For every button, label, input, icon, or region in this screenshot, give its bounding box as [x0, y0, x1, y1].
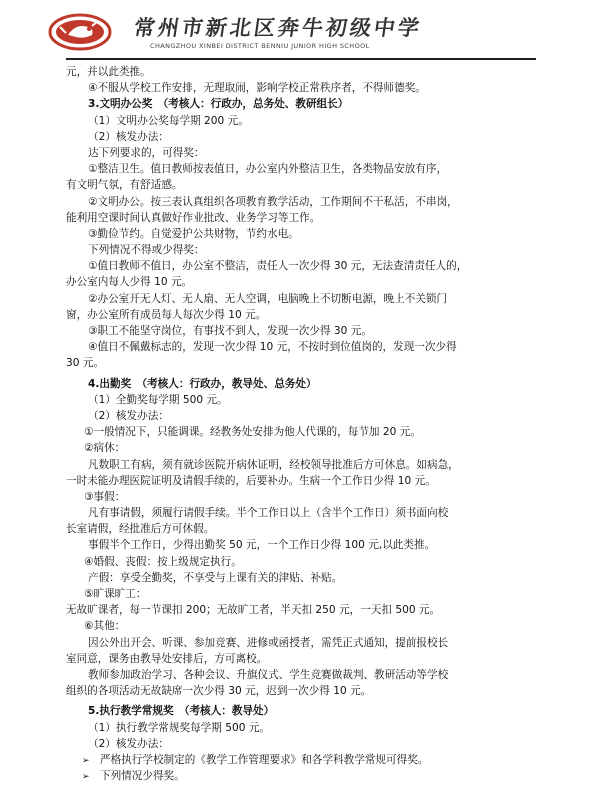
line-text: ④不服从学校工作安排，无理取闹，影响学校正常秩序者，不得师德奖。 — [88, 82, 426, 95]
line-text: 4.出勤奖 （考核人：行政办，教导处、总务处） — [88, 377, 317, 390]
line-text: 凡数职工有病，须有就诊医院开病休证明，经校领导批准后方可休息。如病急， — [88, 458, 459, 471]
bullet-item — [66, 752, 538, 768]
line-text: ③职工不能坚守岗位，有事找不到人，发现一次少得 30 元。 — [88, 325, 372, 337]
paragraph-line — [66, 307, 538, 323]
line-text: 达下列要求的，可得奖： — [88, 146, 205, 159]
paragraph-line — [66, 554, 538, 570]
paragraph-line — [66, 145, 538, 161]
line-text: 凡有事请假，须履行请假手续。半个工作日以上（含半个工作日）须书面向校 — [88, 507, 449, 520]
paragraph-line — [66, 667, 538, 683]
paragraph-line — [66, 683, 538, 699]
line-text: 5.执行教学常规奖 （考核人：教导处） — [88, 705, 275, 718]
line-text: （1）执行教学常规奖每学期 500 元。 — [88, 721, 271, 734]
paragraph-line — [66, 720, 538, 736]
paragraph-line — [66, 129, 538, 145]
section-heading — [66, 703, 538, 719]
paragraph-line — [66, 242, 538, 258]
page-header — [0, 0, 602, 62]
line-text: 室同意，课务由教导处安排后，方可离校。 — [66, 652, 268, 665]
arrow-bullet-icon: ➢ — [82, 755, 90, 766]
line-text: （1）文明办公奖每学期 200 元。 — [88, 114, 249, 127]
line-text: 下列情况少得奖。 — [100, 770, 185, 783]
document-body — [66, 64, 538, 784]
paragraph-line — [66, 618, 538, 634]
line-text: 能利用空课时间认真做好作业批改、业务学习等工作。 — [66, 211, 321, 224]
header-divider — [66, 58, 536, 60]
paragraph-line — [66, 489, 538, 505]
line-text: （2）核发办法： — [88, 737, 169, 750]
paragraph-line — [66, 194, 538, 210]
line-text: 长室请假，经批准后方可休假。 — [66, 523, 215, 536]
line-text: 事假半个工作日，少得出勤奖 50 元，一个工作日少得 100 元,以此类推。 — [88, 539, 436, 552]
line-text: ③勤俭节约。自觉爱护公共财物，节约水电。 — [88, 227, 299, 240]
line-text: ④值日不佩戴标志的，发现一次少得 10 元，不按时到位值岗的，发现一次少得 — [88, 341, 457, 354]
section-heading — [66, 376, 538, 392]
paragraph-line — [66, 339, 538, 355]
paragraph-line — [66, 408, 538, 424]
line-text: 元，并以此类推。 — [66, 66, 151, 78]
school-name-cn: 常州市新北区奔牛初级中学 — [132, 15, 424, 40]
line-text: ②文明办公。按三表认真组织各项教育教学活动，工作期间不干私活，不串岗， — [88, 195, 458, 208]
paragraph-line — [66, 210, 538, 226]
bullet-item — [66, 768, 538, 784]
paragraph-line — [66, 323, 538, 339]
paragraph-line — [66, 424, 538, 440]
paragraph-line — [66, 651, 538, 667]
line-text: 一时未能办理医院证明及请假手续的，后要补办。生病一个工作日少得 10 元。 — [66, 474, 436, 487]
line-text: 3.文明办公奖 （考核人：行政办，总务处、教研组长） — [88, 98, 349, 111]
paragraph-line — [66, 113, 538, 129]
line-text: ⑥其他： — [84, 620, 126, 633]
line-text: 组织的各项活动无故缺席一次少得 30 元，迟到一次少得 10 元。 — [66, 685, 372, 698]
line-text: 因公外出开会、听课、参加竞赛、进修或函授者，需凭正式通知，提前报校长 — [88, 636, 449, 649]
paragraph-line — [66, 440, 538, 456]
line-text: ②办公室开无人灯、无人扇、无人空调，电脑晚上不切断电源，晚上不关锁门 — [88, 292, 448, 305]
paragraph-line — [66, 521, 538, 537]
line-text: 窗，办公室所有成员每人每次少得 10 元。 — [66, 308, 267, 321]
school-name-en: CHANGZHOU XINBEI DISTRICT BENNIU JUNIOR HIGH SCHOOL — [150, 42, 370, 50]
paragraph-line — [66, 570, 538, 586]
line-text: ①整洁卫生。值日教师按表值日，办公室内外整洁卫生，各类物品安放有序， — [88, 163, 448, 176]
line-text: ⑤旷课旷工： — [84, 588, 147, 600]
paragraph-line — [66, 473, 538, 489]
arrow-bullet-icon: ➢ — [82, 772, 90, 783]
line-text: ④婚假、丧假：按上级规定执行。 — [84, 555, 242, 568]
paragraph-line — [66, 392, 538, 408]
paragraph-line — [66, 274, 538, 290]
paragraph-line — [66, 537, 538, 553]
paragraph-line — [66, 161, 538, 177]
paragraph-line — [66, 736, 538, 752]
paragraph-line — [66, 177, 538, 193]
line-text: 教师参加政治学习、各种会议、升旗仪式、学生竞赛做裁判、教研活动等学校 — [88, 668, 449, 681]
line-text: 有文明气氛，有舒适感。 — [66, 179, 183, 192]
paragraph-line — [66, 291, 538, 307]
line-text: 下列情况不得或少得奖： — [88, 244, 205, 257]
line-text: 办公室内每人少得 10 元。 — [66, 276, 193, 289]
paragraph-line — [66, 457, 538, 473]
paragraph-line — [66, 602, 538, 618]
paragraph-line — [66, 586, 538, 602]
line-text: 严格执行学校制定的《教学工作管理要求》和各学科教学常规可得奖。 — [100, 753, 429, 766]
paragraph-line — [66, 80, 538, 96]
school-logo-icon — [48, 13, 112, 51]
line-text: ②病休： — [84, 442, 126, 455]
paragraph-line — [66, 355, 538, 371]
line-text: 产假：享受全勤奖，不享受与上课有关的津贴、补贴。 — [88, 571, 343, 584]
paragraph-line — [66, 226, 538, 242]
line-text: （1）全勤奖每学期 500 元。 — [88, 393, 228, 406]
line-text: ③事假： — [84, 490, 126, 503]
line-text: （2）核发办法： — [88, 130, 169, 143]
paragraph-line — [66, 505, 538, 521]
line-text: 30 元。 — [66, 357, 105, 370]
paragraph-line — [66, 258, 538, 274]
line-text: ①值日教师不值日，办公室不整洁，责任人一次少得 30 元，无法查清责任人的， — [88, 260, 468, 273]
paragraph-line — [66, 635, 538, 651]
paragraph-line — [66, 64, 538, 80]
section-heading — [66, 96, 538, 112]
line-text: ①一般情况下，只能调课。经教务处安排为他人代课的，每节加 20 元。 — [84, 426, 421, 439]
line-text: 无故旷课者，每一节课扣 200；无故旷工者，半天扣 250 元，一天扣 500 元。 — [66, 604, 441, 617]
line-text: （2）核发办法： — [88, 409, 169, 422]
